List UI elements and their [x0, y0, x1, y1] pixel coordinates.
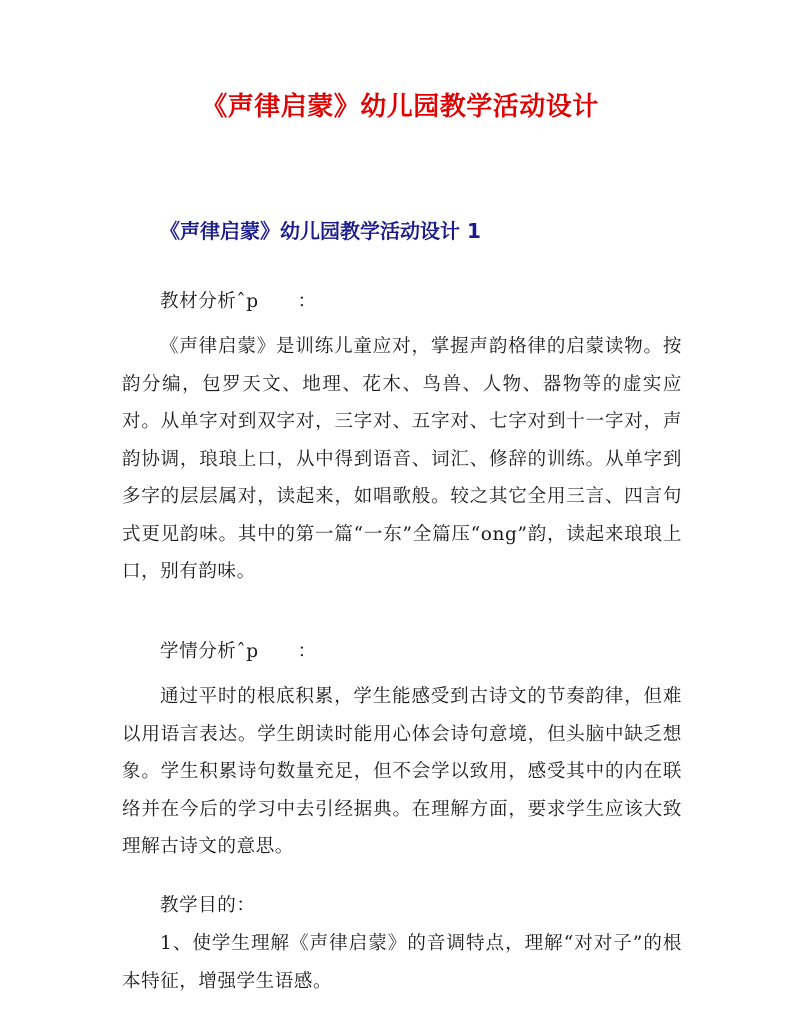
document-title: 《声律启蒙》幼儿园教学活动设计	[201, 92, 599, 122]
learning-analysis-paragraph: 通过平时的根底积累，学生能感受到古诗文的节奏韵律，但难以用语言表达。学生朗读时能用心体会诗句意境，但头脑中缺乏想象。学生积累诗句数量充足，但不会学以致用，感受其中的内在联络并在今后的学习中去引经据典。在理解方面，要求学生应该大致理解古诗文的意思。	[122, 686, 682, 857]
learning-analysis-label: 学情分析ˆp ：	[160, 641, 317, 662]
textbook-analysis-paragraph: 《声律启蒙》是训练儿童应对，掌握声韵格律的启蒙读物。按韵分编，包罗天文、地理、花木、鸟兽、人物、器物等的虚实应对。从单字对到双字对，三字对、五字对、七字对到十一字对，声韵协调，琅琅上口，从中得到语音、词汇、修辞的训练。从单字到多字的层层属对，读起来，如唱歌般。较之其它全用三言、四言句式更见韵味。其中的第一篇“一东”全篇压“ong”韵，读起来琅琅上口，别有韵味。	[122, 336, 682, 582]
section-title: 《声律启蒙》幼儿园教学活动设计 1	[160, 219, 481, 243]
textbook-analysis-label: 教材分析ˆp ：	[160, 291, 317, 312]
objectives-label: 教学目的：	[160, 895, 256, 916]
objective-item-1: 1、使学生理解《声律启蒙》的音调特点，理解“对对子”的根本特征，增强学生语感。	[122, 933, 682, 992]
